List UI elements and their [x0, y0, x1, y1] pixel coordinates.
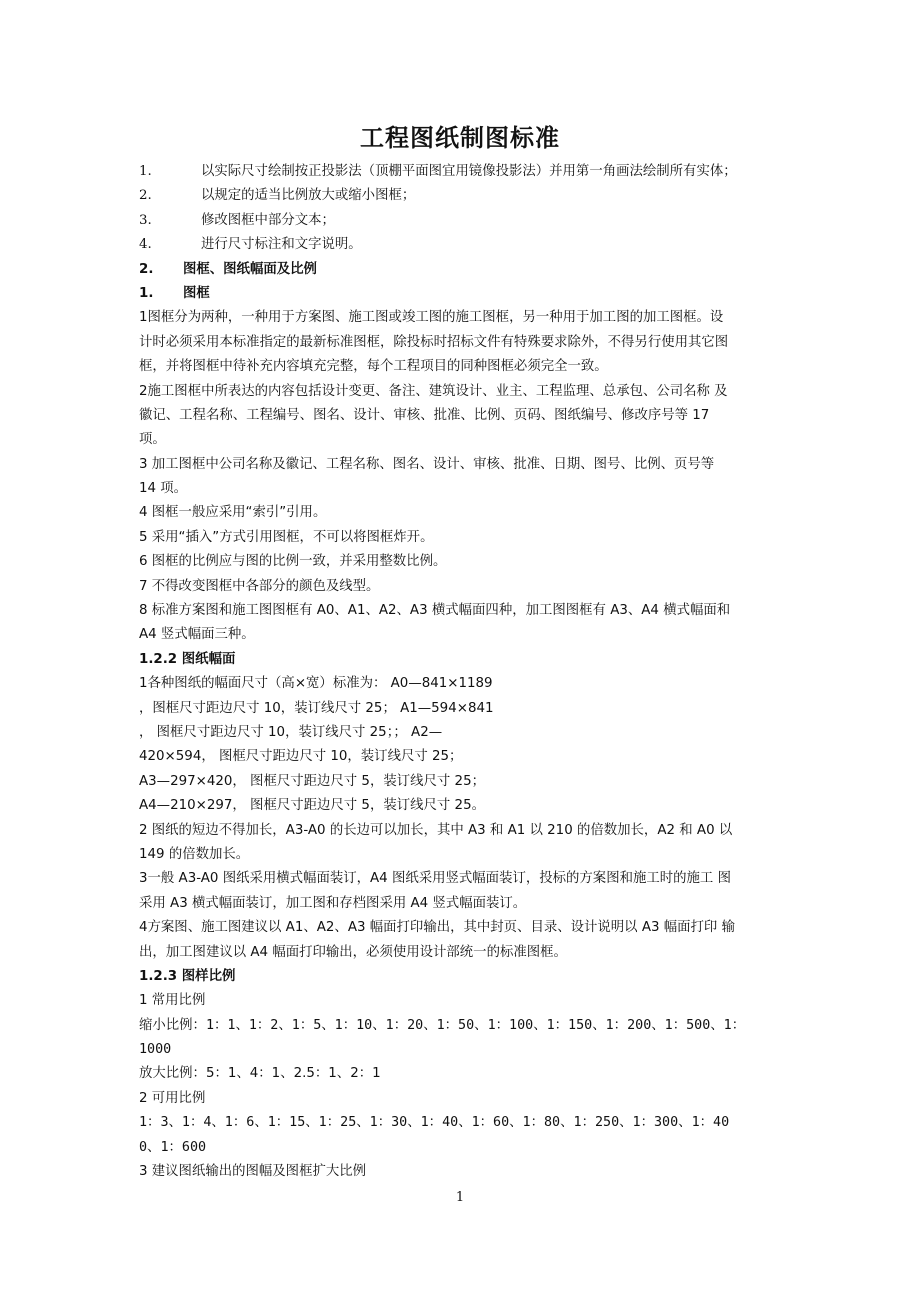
- paragraph-line: A4—210×297， 图框尺寸距边尺寸 5，装订线尺寸 25。: [139, 798, 485, 814]
- paragraph-line: 放大比例：5：1、4：1、2.5：1、2：1: [139, 1066, 381, 1082]
- paragraph-line: 采用 A3 横式幅面装订，加工图和存档图采用 A4 竖式幅面装订。: [139, 895, 527, 911]
- paragraph-line: 8 标准方案图和施工图图框有 A0、A1、A2、A3 横式幅面四种，加工图图框有 A3、A4 横式幅面和: [139, 603, 731, 619]
- paragraph-line: 2施工图框中所表达的内容包括设计变更、备注、建筑设计、业主、工程监理、总承包、公司名称 及: [139, 383, 728, 399]
- paragraph-line: 7 不得改变图框中各部分的颜色及线型。: [139, 578, 380, 594]
- paragraph-line: ，图框尺寸距边尺寸 10，装订线尺寸 25； A1—594×841: [139, 700, 494, 716]
- paragraph-line: 3 建议图纸输出的图幅及图框扩大比例: [139, 1164, 367, 1180]
- paragraph-line: 徽记、工程名称、工程编号、图名、设计、审核、批准、比例、页码、图纸编号、修改序号等 17: [139, 407, 710, 423]
- section-heading: 1. 图框: [139, 285, 210, 301]
- subsection-heading: 1.2.2 图纸幅面: [139, 651, 236, 667]
- paragraph-line: 项。: [139, 432, 166, 448]
- paragraph-line: 1 常用比例: [139, 993, 206, 1009]
- paragraph-line: 2 可用比例: [139, 1090, 206, 1106]
- paragraph-line: 框，并将图框中待补充内容填充完整，每个工程项目的同种图框必须完全一致。: [139, 359, 608, 375]
- paragraph-line: 2 图纸的短边不得加长，A3-A0 的长边可以加长，其中 A3 和 A1 以 210 的倍数加长，A2 和 A0 以: [139, 822, 733, 838]
- section-heading: 2. 图框、图纸幅面及比例: [139, 261, 317, 277]
- paragraph-line: A4 竖式幅面三种。: [139, 627, 255, 643]
- paragraph-line: 1：3、1：4、1：6、1：15、1：25、1：30、1：40、1：60、1：80、1：250、1：300、1：40: [139, 1115, 730, 1131]
- paragraph-line: 149 的倍数加长。: [139, 846, 250, 862]
- intro-item: 3. 修改图框中部分文本；: [139, 212, 335, 228]
- paragraph-line: 1图框分为两种，一种用于方案图、施工图或竣工图的施工图框，另一种用于加工图的加工图框。设: [139, 310, 724, 326]
- subsection-heading: 1.2.3 图样比例: [139, 968, 236, 984]
- intro-item: 1. 以实际尺寸绘制按正投影法（顶棚平面图宜用镜像投影法）并用第一角画法绘制所有实体；: [139, 164, 737, 179]
- paragraph-line: 1000: [139, 1042, 172, 1058]
- paragraph-line: 14 项。: [139, 481, 188, 497]
- intro-item: 2. 以规定的适当比例放大或缩小图框；: [139, 188, 416, 204]
- paragraph-line: 3一般 A3-A0 图纸采用横式幅面装订，A4 图纸采用竖式幅面装订，投标的方案图和施工时的施工 图: [139, 871, 731, 887]
- paragraph-line: 计时必须采用本标准指定的最新标准图框，除投标时招标文件有特殊要求除外，不得另行使用其它图: [139, 334, 729, 350]
- paragraph-line: 4 图框一般应采用“索引”引用。: [139, 505, 327, 521]
- document-body: [139, 160, 785, 1184]
- paragraph-line: ， 图框尺寸距边尺寸 10，装订线尺寸 25；； A2—: [139, 724, 443, 740]
- paragraph-line: 4方案图、施工图建议以 A1、A2、A3 幅面打印输出，其中封页、目录、设计说明以 A3 幅面打印 输: [139, 920, 735, 936]
- paragraph-line: A3—297×420， 图框尺寸距边尺寸 5，装订线尺寸 25；: [139, 773, 485, 789]
- paragraph-line: 缩小比例：1：1、1：2、1：5、1：10、1：20、1：50、1：100、1：150、1：200、1：500、1：: [139, 1017, 746, 1033]
- paragraph-line: 1各种图纸的幅面尺寸（高×宽）标准为： A0—841×1189: [139, 676, 493, 692]
- intro-item: 4. 进行尺寸标注和文字说明。: [139, 237, 362, 253]
- paragraph-line: 3 加工图框中公司名称及徽记、工程名称、图名、设计、审核、批准、日期、图号、比例、页号等: [139, 456, 715, 472]
- document-title: 工程图纸制图标准: [360, 124, 560, 152]
- page-number: 1: [455, 1190, 465, 1205]
- paragraph-line: 6 图框的比例应与图的比例一致，并采用整数比例。: [139, 554, 447, 570]
- paragraph-line: 出，加工图建议以 A4 幅面打印输出，必须使用设计部统一的标准图框。: [139, 944, 567, 960]
- paragraph-line: 420×594， 图框尺寸距边尺寸 10，装订线尺寸 25；: [139, 749, 463, 765]
- paragraph-line: 5 采用“插入”方式引用图框，不可以将图框炸开。: [139, 529, 434, 545]
- paragraph-line: 0、1：600: [139, 1139, 207, 1155]
